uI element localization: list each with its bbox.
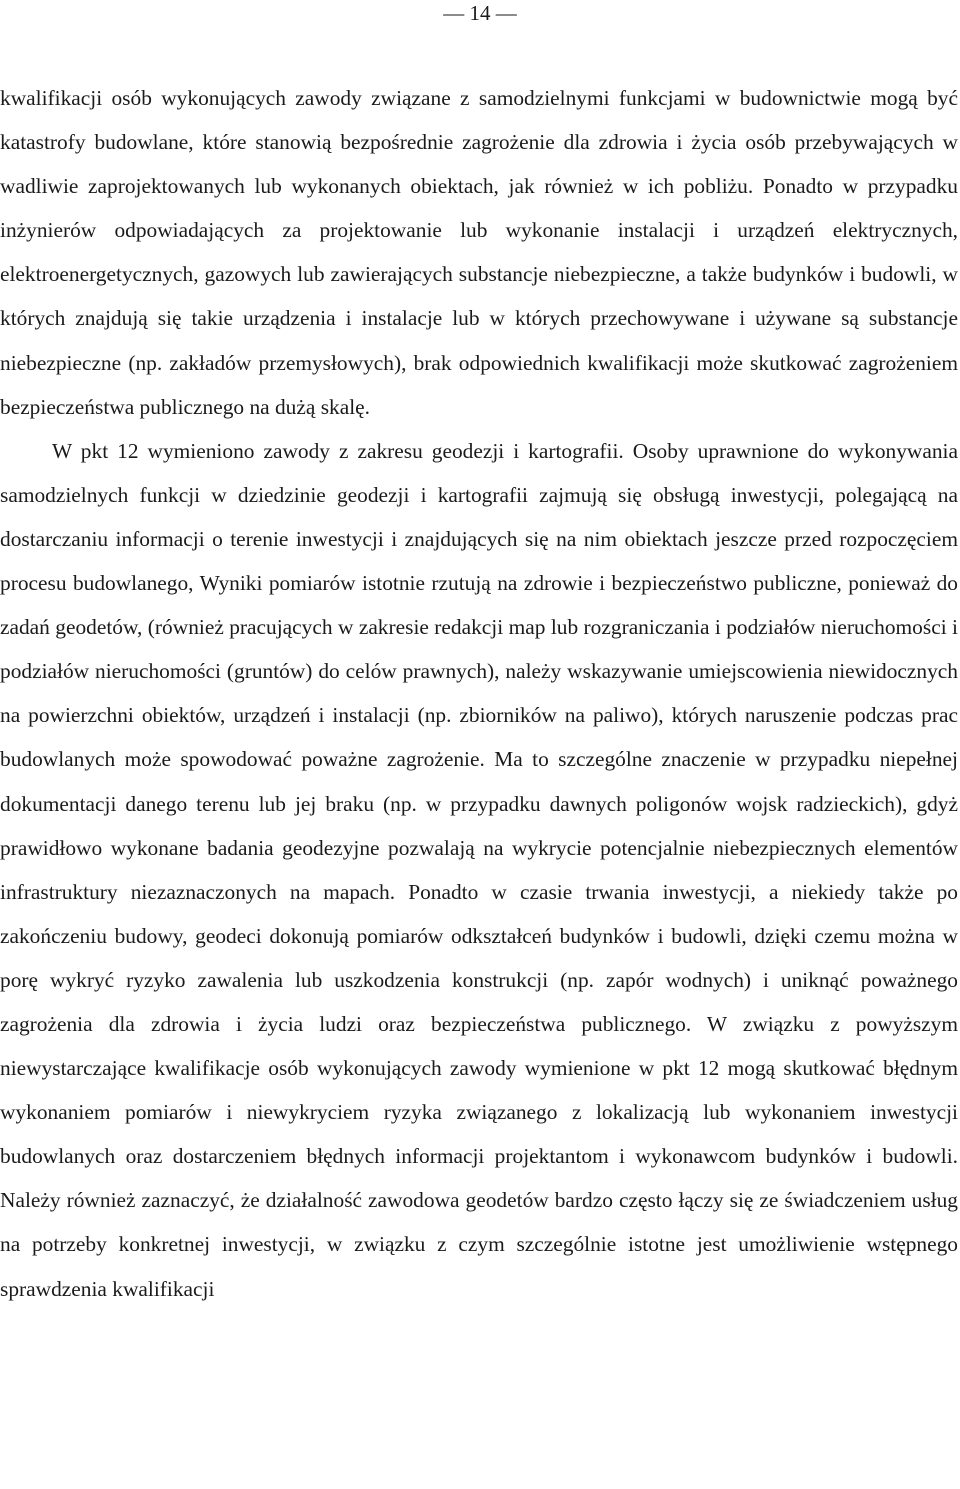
- page-number: — 14 —: [443, 1, 517, 25]
- paragraph-2: W pkt 12 wymieniono zawody z zakresu geodezji i kartografii. Osoby uprawnione do wykonywania samodzielnych funkcji w dziedzinie geodezji i kartografii zajmują się obsługą inwestycji, polegającą na dostarczaniu informacji o terenie inwestycji i znajdujących się na nim obiektach jeszcze przed rozpoczęciem procesu budowlanego, Wyniki pomiarów istotnie rzutują na zdrowie i bezpieczeństwo publiczne, ponieważ do zadań geodetów, (również pracujących w zakresie redakcji map lub rozgraniczania i podziałów nieruchomości i podziałów nieruchomości (gruntów) do celów prawnych), należy wskazywanie umiejscowienia niewidocznych na powierzchni obiektów, urządzeń i instalacji (np. zbiorników na paliwo), których naruszenie podczas prac budowlanych może spowodować poważne zagrożenie. Ma to szczególne znaczenie w przypadku niepełnej dokumentacji danego terenu lub jej braku (np. w przypadku dawnych poligonów wojsk radzieckich), gdyż prawidłowo wykonane badania geodezyjne pozwalają na wykrycie potencjalnie niebezpiecznych elementów infrastruktury niezaznaczonych na mapach. Ponadto w czasie trwania inwestycji, a niekiedy także po zakończeniu budowy, geodeci dokonują pomiarów odkształceń budynków i budowli, dzięki czemu można w porę wykryć ryzyko zawalenia lub uszkodzenia konstrukcji (np. zapór wodnych) i uniknąć poważnego zagrożenia dla zdrowia i życia ludzi oraz bezpieczeństwa publicznego. W związku z powyższym niewystarczające kwalifikacje osób wykonujących zawody wymienione w pkt 12 mogą skutkować błędnym wykonaniem pomiarów i niewykryciem ryzyka związanego z lokalizacją lub wykonaniem inwestycji budowlanych oraz dostarczeniem błędnych informacji projektantom i wykonawcom budynków i budowli. Należy również zaznaczyć, że działalność zawodowa geodetów bardzo często łączy się ze świadczeniem usług na potrzeby konkretnej inwestycji, w związku z czym szczególnie istotne jest umożliwienie wstępnego sprawdzenia kwalifikacji: [0, 438, 958, 1301]
- document-body: [0, 76, 958, 1311]
- paragraph-1: kwalifikacji osób wykonujących zawody związane z samodzielnymi funkcjami w budownictwie mogą być katastrofy budowlane, które stanowią bezpośrednie zagrożenie dla zdrowia i życia osób przebywających w wadliwie zaprojektowanych lub wykonanych obiektach, jak również w ich pobliżu. Ponadto w przypadku inżynierów odpowiadających za projektowanie lub wykonanie instalacji i urządzeń elektrycznych, elektroenergetycznych, gazowych lub zawierających substancje niebezpieczne, a także budynków i budowli, w których znajdują się takie urządzenia i instalacje lub w których przechowywane i używane są substancje niebezpieczne (np. zakładów przemysłowych), brak odpowiednich kwalifikacji może skutkować zagrożeniem bezpieczeństwa publicznego na dużą skalę.: [0, 86, 958, 419]
